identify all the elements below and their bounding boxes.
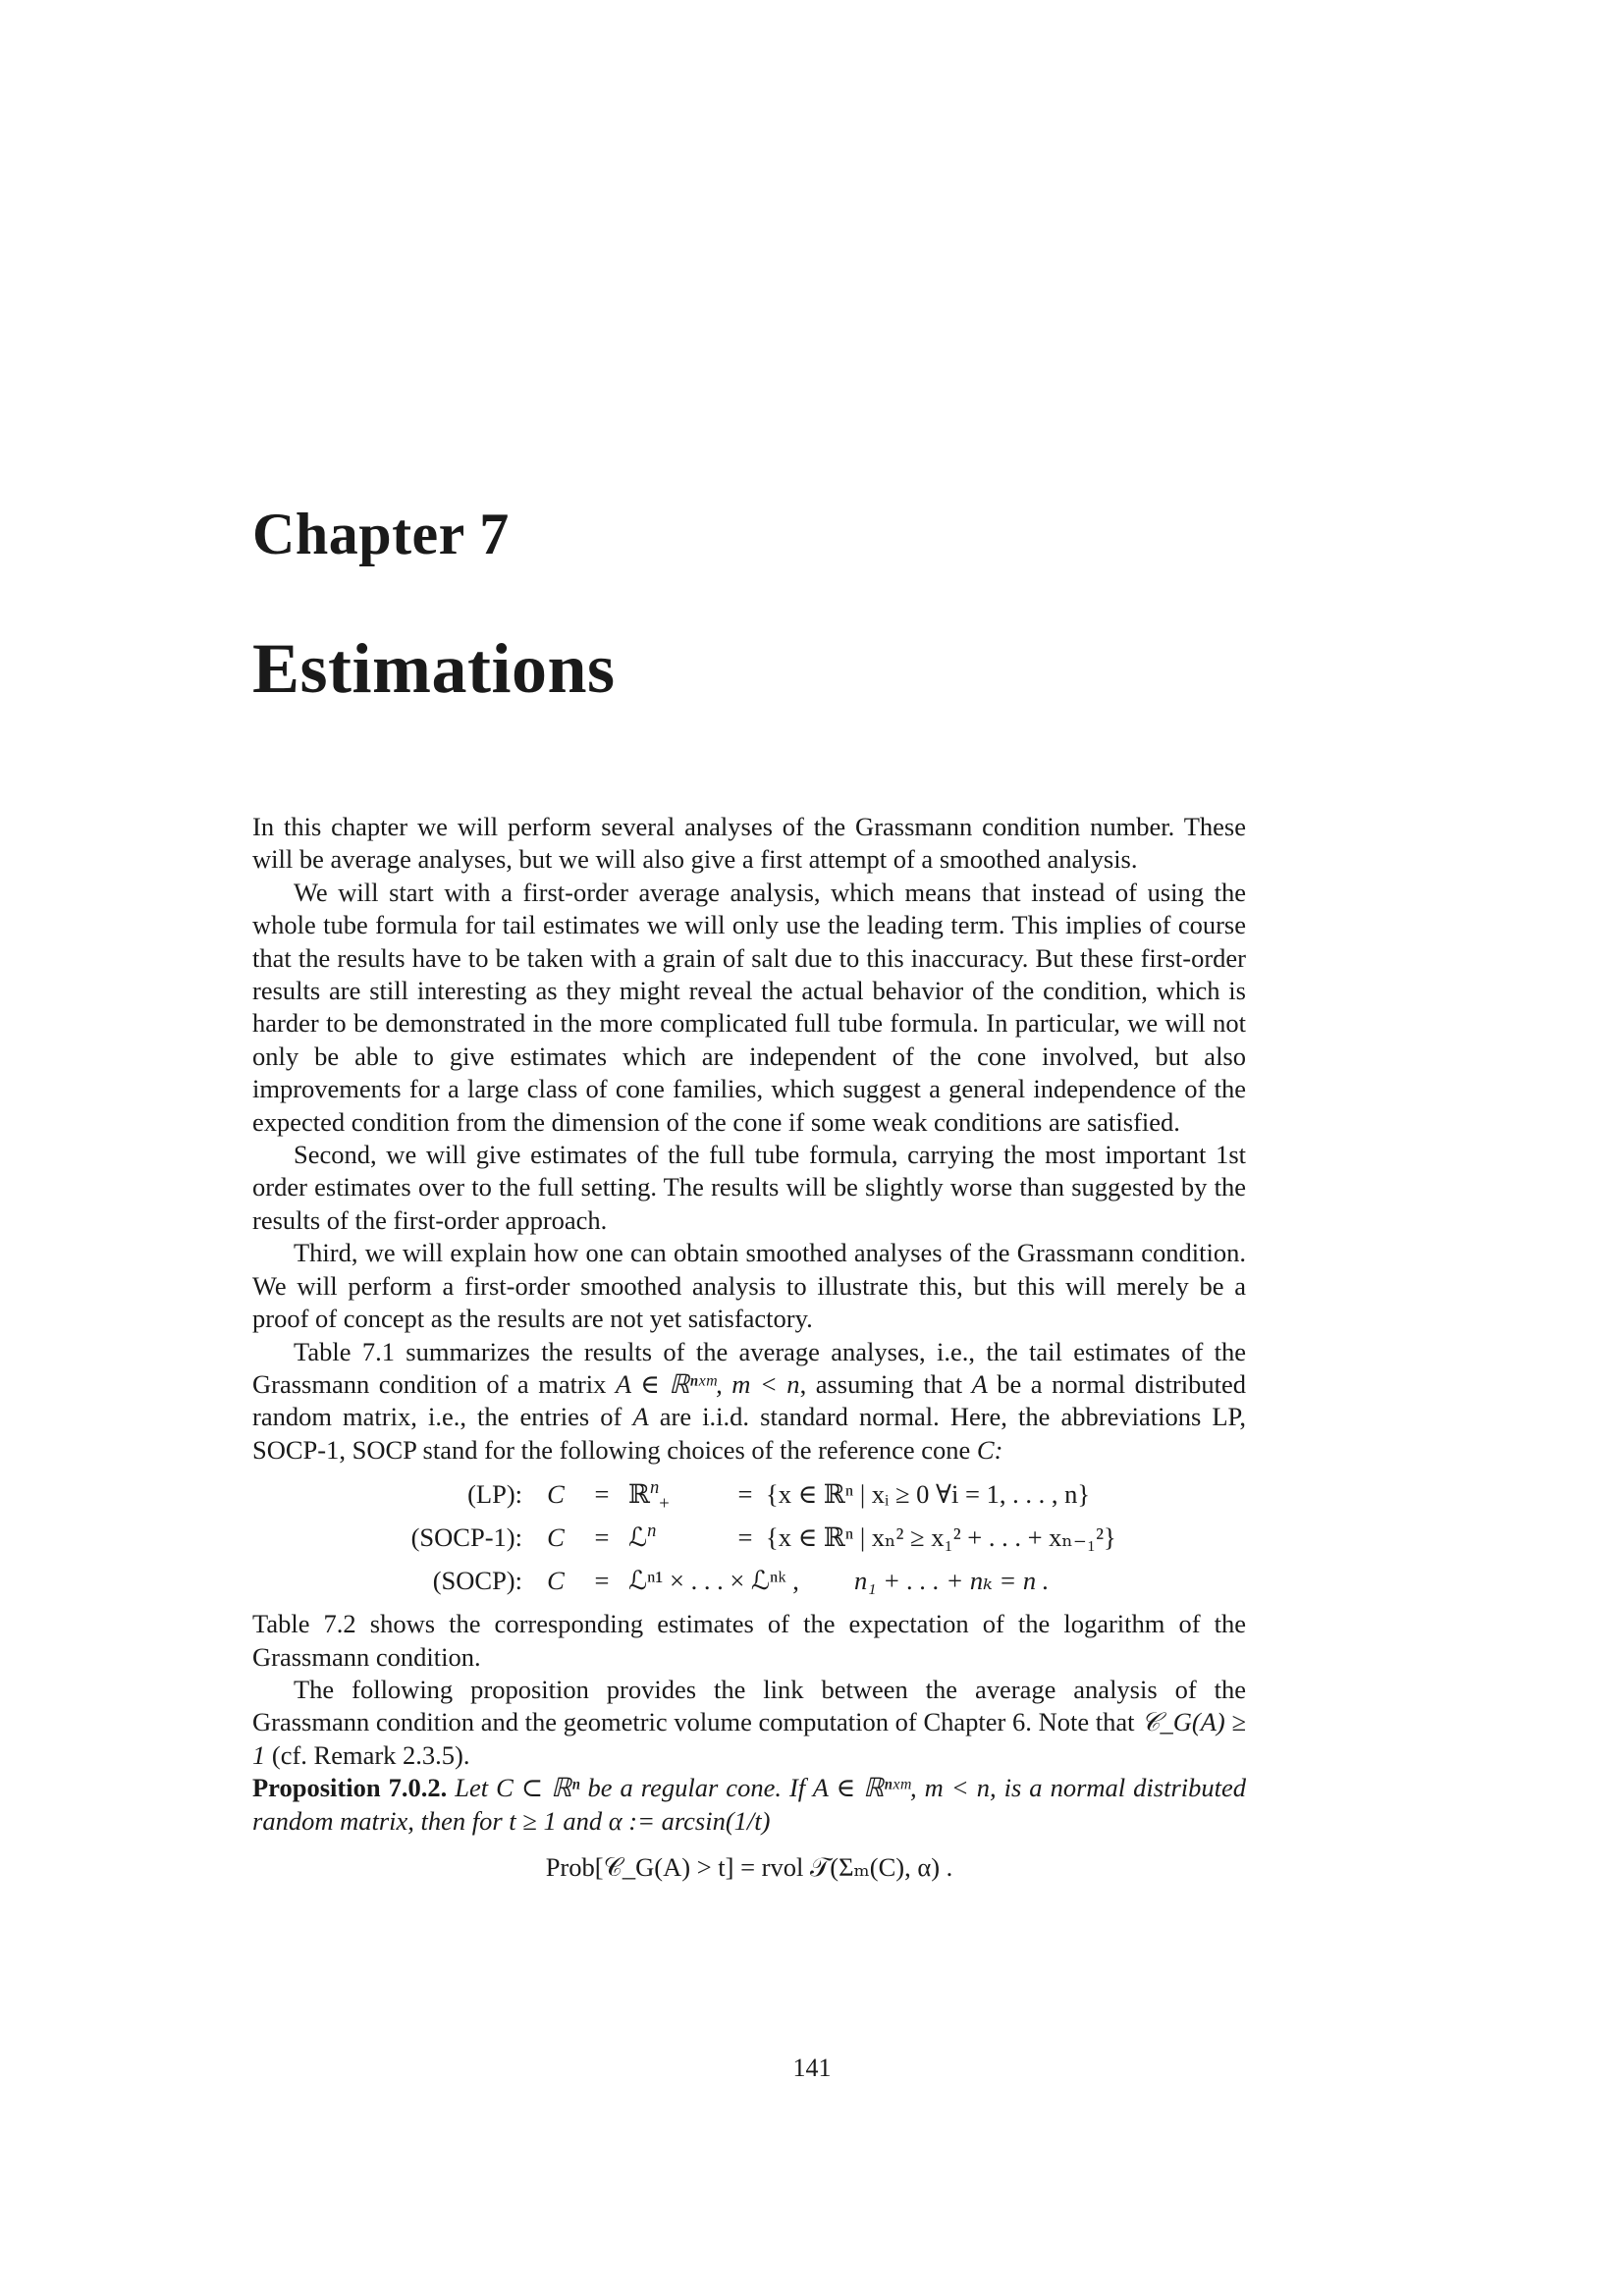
equation-label: (SOCP-1): [410,1522,522,1553]
equation-lhs: C [547,1479,565,1510]
proposition [252,1772,1246,1838]
equation-set: ℒⁿ¹ × . . . × ℒⁿᵏ , [628,1566,799,1596]
paragraph-5-part-c: be a normal distributed random matrix, i.e., the entries of [252,1368,1246,1432]
equation-operator: = [594,1522,610,1553]
equation-label: (LP): [467,1479,522,1510]
equation-row-socp [252,1559,1246,1602]
paragraph-4: Third, we will explain how one can obtain smoothed analyses of the Grassmann condition. We will perform a first-order smoothed analysis to illustrate this, but this will merely be a proof of concept as the results are not yet satisfactory. [252,1238,1246,1334]
inline-math-a-2: A [632,1402,649,1432]
chapter-label: Chapter 7 [252,502,510,566]
page-number: 141 [792,2054,832,2082]
proposition-heading: Proposition 7.0.2. [252,1773,448,1803]
paragraph-6: Table 7.2 shows the corresponding estimates of the expectation of the logarithm of the Grassmann condition. [252,1609,1246,1672]
proposition-equation: Prob[𝒞_G(A) > t] = rvol 𝒯(Σₘ(C), α) . [545,1851,953,1882]
proposition-statement: Let C ⊂ ℝⁿ be a regular cone. If A ∈ ℝⁿˣᵐ, m < n, is a normal distributed random matrix, then for t ≥ 1 and α := arcsin(1/t) [252,1773,1247,1836]
equation-lhs: C [547,1522,565,1553]
inline-math-a: A [971,1368,988,1399]
inline-math-c: C: [976,1434,1003,1465]
equation-label: (SOCP): [432,1566,522,1596]
chapter-title: Estimations [252,629,616,708]
inline-math-cond-bound: 𝒞_G(A) ≥ 1 [252,1707,1246,1770]
paragraph-7 [252,1674,1246,1772]
equation-lhs: C [547,1566,565,1596]
equation-operator: = [594,1479,610,1510]
equation-operator: = [594,1566,610,1596]
body-text [252,811,1246,1884]
equation-row-socp-1 [252,1516,1246,1559]
set-superscript: n [650,1477,660,1499]
set-subscript: + [659,1493,670,1515]
paragraph-2: We will start with a first-order average analysis, which means that instead of using the whole tube formula for tail estimates we will only use the leading term. This implies of course that the results have to be taken with a grain of salt due to this inaccuracy. But these first-order results are still interesting as they might reveal the actual behavior of the condition, which is harder to be demonstrated in the more complicated full tube formula. In particular, we will not only be able to give estimates which are independent of the cone involved, but also improvements for a large class of cone families, which suggest a general independence of the expected condition from the dimension of the cone if some weak conditions are satisfied. [252,877,1246,1137]
equation-operator-2: = [737,1522,753,1553]
inline-math-matrix: A ∈ ℝⁿˣᵐ, m < n [615,1368,800,1399]
paragraph-5-part-d: are i.i.d. standard normal. Here, the abbreviations LP, SOCP-1, SOCP stand for the following choices of the reference cone [252,1402,1246,1465]
paragraph-1: In this chapter we will perform several analyses of the Grassmann condition number. These will be average analyses, but we will also give a first attempt of a smoothed analysis. [252,812,1246,875]
equation-set [628,1516,725,1559]
paragraph-5-part-a: Table 7.1 summarizes the results of the average analyses, i.e., the tail estimates of the Grassmann condition of a matrix [252,1336,1246,1399]
equation-rhs: {x ∈ ℝⁿ | xᵢ ≥ 0 ∀i = 1, . . . , n} [766,1479,1091,1510]
paragraph-3: Second, we will give estimates of the full tube formula, carrying the most important 1st order estimates over to the full setting. The results will be slightly worse than suggested by the results of the first-order approach. [252,1140,1246,1235]
paragraph-7-part-b: (cf. Remark 2.3.5). [265,1739,470,1770]
set-symbol: ℝ [628,1479,651,1510]
equation-set [628,1472,725,1516]
paragraph-5 [252,1336,1246,1468]
cone-definitions [252,1472,1246,1602]
paragraph-5-part-b: , assuming that [799,1368,972,1399]
equation-operator-2: = [737,1479,753,1510]
set-symbol: ℒ [628,1522,648,1553]
equation-row-lp [252,1472,1246,1516]
paragraph-7-part-a: The following proposition provides the link between the average analysis of the Grassmann condition and the geometric volume computation of Chapter 6. Note that [252,1674,1246,1737]
set-superscript: n [647,1521,657,1542]
equation-rhs: {x ∈ ℝⁿ | xₙ² ≥ x₁² + . . . + xₙ₋₁²} [766,1522,1116,1553]
equation-rhs: n₁ + . . . + nₖ = n . [854,1566,1050,1596]
